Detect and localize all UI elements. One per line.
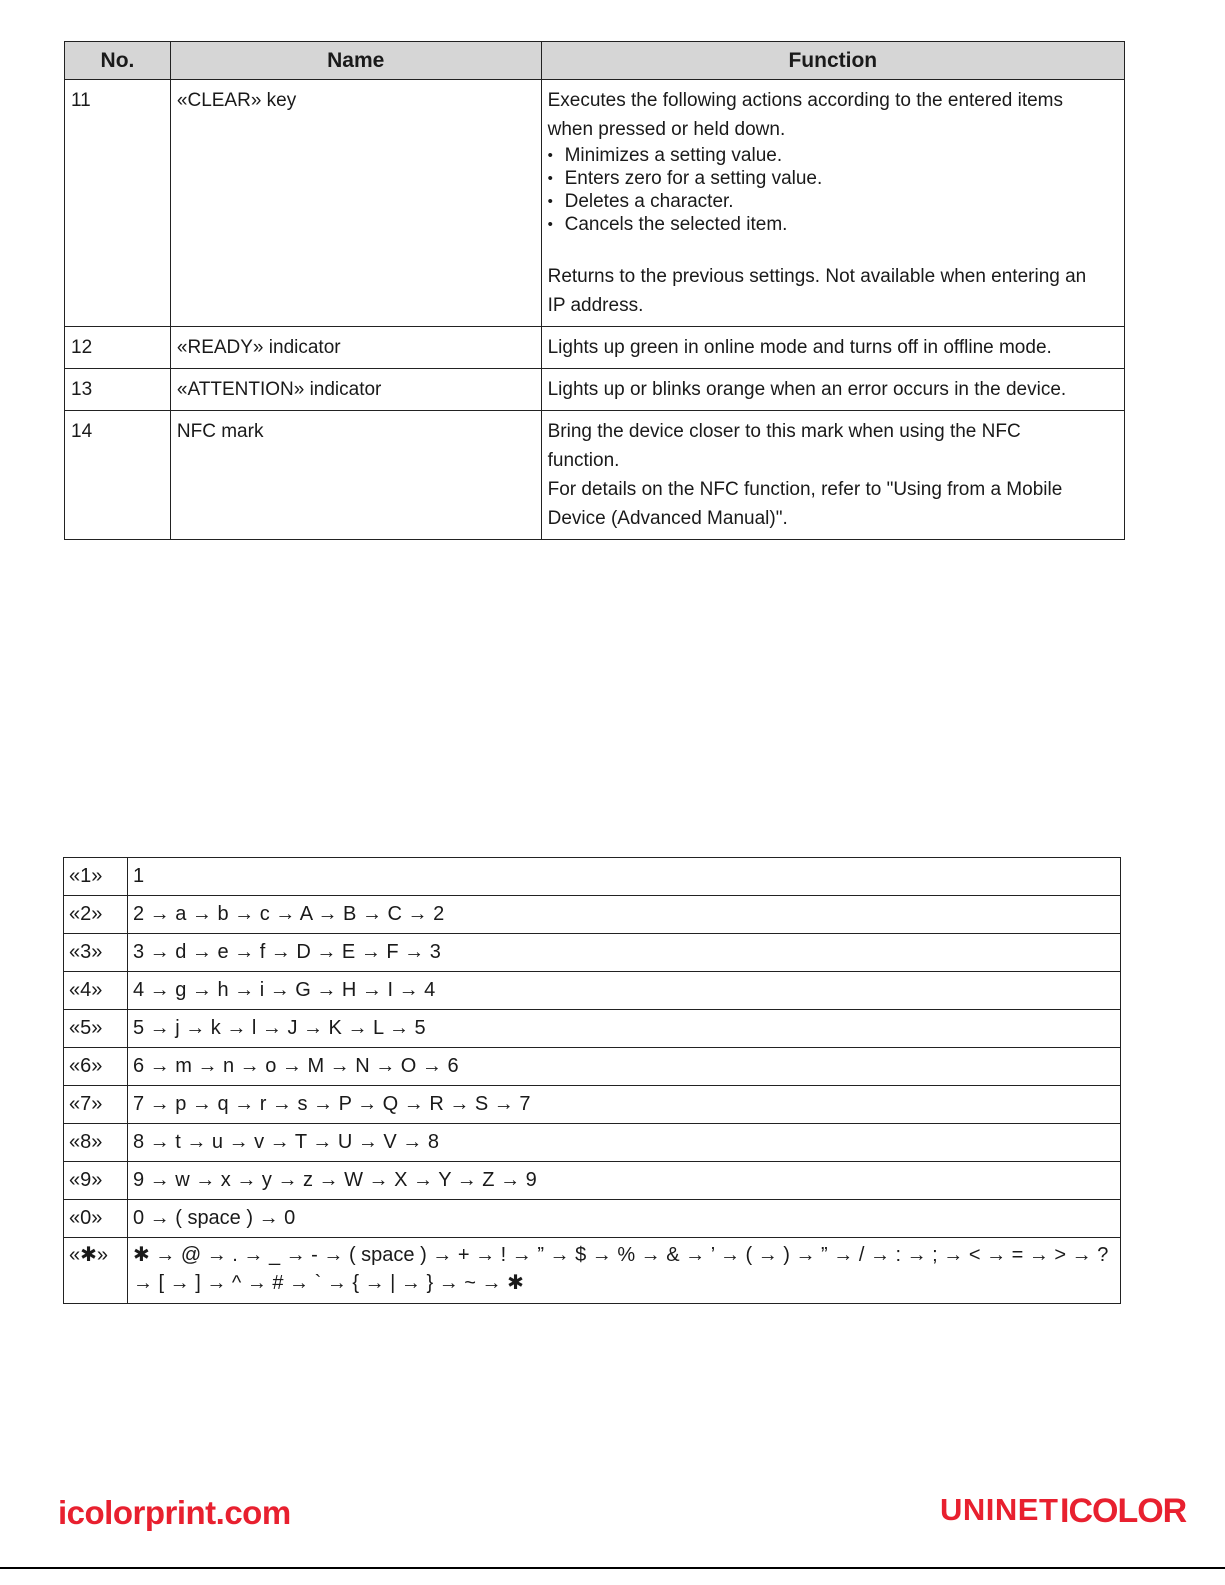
row-name: «READY» indicator <box>170 327 541 369</box>
function-table <box>64 41 1125 540</box>
table-row <box>65 80 1125 327</box>
key-cell: «✱» <box>64 1238 128 1304</box>
row-no: 14 <box>65 411 171 540</box>
key-cell: «5» <box>64 1010 128 1048</box>
header-row <box>65 42 1125 80</box>
function-line: when pressed or held down. <box>547 119 786 140</box>
table-row <box>64 858 1121 896</box>
row-name: «CLEAR» key <box>170 80 541 327</box>
table-row <box>64 1010 1121 1048</box>
function-line: IP address. <box>547 295 644 316</box>
function-line: function. <box>547 450 620 471</box>
table-row <box>64 1086 1121 1124</box>
sequence-cell: 3 → d → e → f → D → E → F → 3 <box>127 934 1120 972</box>
list-item: • Deletes a character. <box>548 190 1118 213</box>
uninet-logo: UNINET <box>940 1492 1059 1527</box>
sequence-cell: 8 → t → u → v → T → U → V → 8 <box>127 1124 1120 1162</box>
table-row <box>65 411 1125 540</box>
function-line: Executes the following actions according to the entered items <box>547 90 1063 111</box>
sequence-cell: 6 → m → n → o → M → N → O → 6 <box>127 1048 1120 1086</box>
key-cell: «8» <box>64 1124 128 1162</box>
function-line: Device (Advanced Manual)". <box>547 508 788 529</box>
list-item: • Cancels the selected item. <box>548 213 1118 236</box>
table-row <box>64 934 1121 972</box>
header-function: Function <box>541 42 1124 80</box>
row-name: NFC mark <box>170 411 541 540</box>
row-name: «ATTENTION» indicator <box>170 369 541 411</box>
function-line: For details on the NFC function, refer to "Using from a Mobile <box>547 479 1063 500</box>
header-name: Name <box>170 42 541 80</box>
table-row <box>64 1048 1121 1086</box>
sequence-cell: 0 → ( space ) → 0 <box>127 1200 1120 1238</box>
table-row <box>64 1162 1121 1200</box>
sequence-cell: 2 → a → b → c → A → B → C → 2 <box>127 896 1120 934</box>
sequence-cell: 7 → p → q → r → s → P → Q → R → S → 7 <box>127 1086 1120 1124</box>
header-no: No. <box>65 42 171 80</box>
key-cell: «1» <box>64 858 128 896</box>
row-function <box>541 80 1124 327</box>
table-row <box>65 327 1125 369</box>
row-no: 13 <box>65 369 171 411</box>
sequence-line: → [ → ] → ^ → # → ` → { → | → } → ~ → ✱ <box>132 1272 524 1294</box>
bullet-list <box>548 144 1118 236</box>
row-no: 11 <box>65 80 171 327</box>
key-cell: «4» <box>64 972 128 1010</box>
row-function: Lights up or blinks orange when an error occurs in the device. <box>541 369 1124 411</box>
list-item: • Enters zero for a setting value. <box>548 167 1118 190</box>
sequence-cell: 9 → w → x → y → z → W → X → Y → Z → 9 <box>127 1162 1120 1200</box>
sequence-cell <box>127 1238 1120 1304</box>
bottom-divider <box>0 1567 1225 1569</box>
key-cell: «0» <box>64 1200 128 1238</box>
table-row <box>64 1238 1121 1304</box>
row-function <box>541 411 1124 540</box>
table-row <box>64 972 1121 1010</box>
table-row <box>64 1200 1121 1238</box>
table-row <box>64 896 1121 934</box>
table-row <box>65 369 1125 411</box>
key-cell: «3» <box>64 934 128 972</box>
list-item: • Minimizes a setting value. <box>548 144 1118 167</box>
icolor-logo: ICOLOR <box>1060 1492 1187 1530</box>
key-cell: «2» <box>64 896 128 934</box>
key-cell: «6» <box>64 1048 128 1086</box>
row-function: Lights up green in online mode and turns off in offline mode. <box>541 327 1124 369</box>
function-line: Bring the device closer to this mark when using the NFC <box>547 421 1021 442</box>
sequence-cell: 5 → j → k → l → J → K → L → 5 <box>127 1010 1120 1048</box>
character-input-table <box>63 857 1121 1304</box>
function-line: Returns to the previous settings. Not available when entering an <box>547 266 1087 287</box>
sequence-cell: 1 <box>127 858 1120 896</box>
row-no: 12 <box>65 327 171 369</box>
key-cell: «7» <box>64 1086 128 1124</box>
table-row <box>64 1124 1121 1162</box>
website-link[interactable]: icolorprint.com <box>58 1494 291 1531</box>
key-cell: «9» <box>64 1162 128 1200</box>
sequence-line: ✱ → @ → . → _ → - → ( space ) → + → ! → ” → $ → % → & → ’ → ( → ) → ” → / → : → ; → < → = → > → ? <box>132 1244 1109 1266</box>
sequence-cell: 4 → g → h → i → G → H → I → 4 <box>127 972 1120 1010</box>
